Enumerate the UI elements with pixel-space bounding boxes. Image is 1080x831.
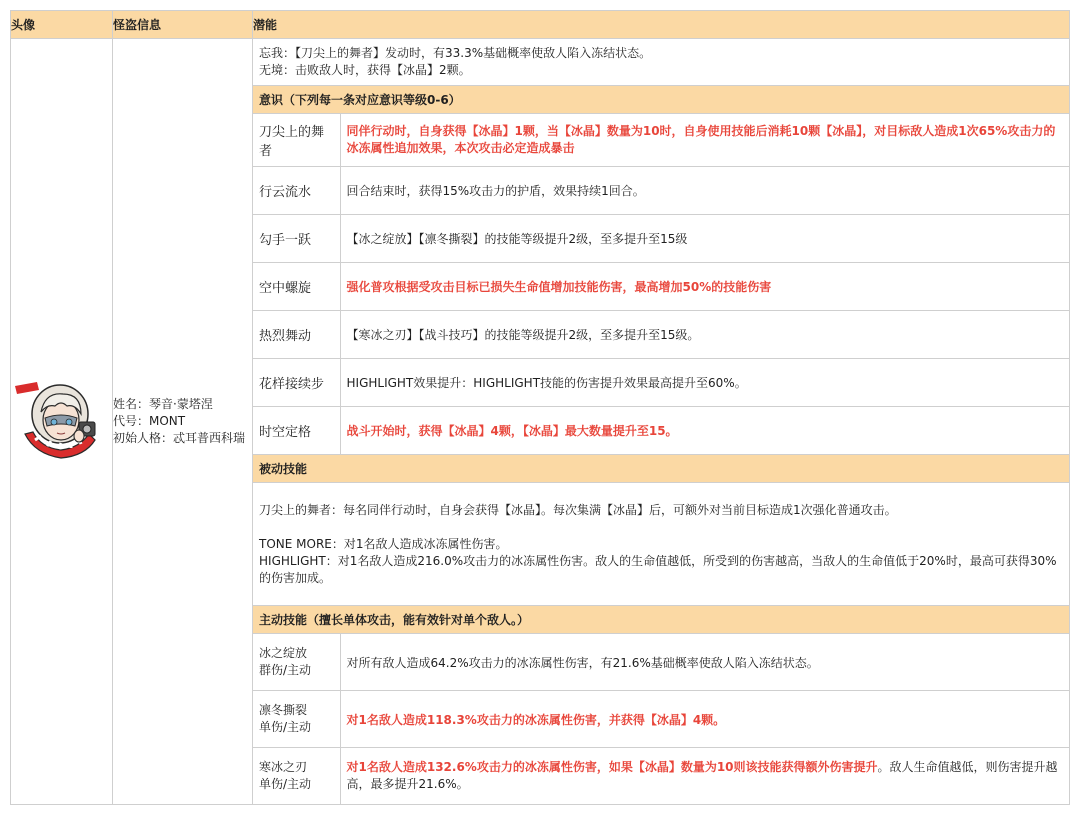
consciousness-desc: 【冰之绽放】【凛冬撕裂】的技能等级提升2级，至多提升至15级	[340, 215, 1069, 263]
avatar-cell	[11, 39, 113, 805]
consciousness-name: 时空定格	[253, 407, 340, 455]
header-avatar: 头像	[11, 11, 113, 39]
consciousness-name: 行云流水	[253, 167, 340, 215]
content-row	[11, 39, 1070, 805]
passive-line-2: TONE MORE：对1名敌人造成冰冻属性伤害。	[259, 536, 508, 551]
consciousness-row	[253, 167, 1069, 215]
consciousness-desc: 回合结束时，获得15%攻击力的护盾，效果持续1回合。	[340, 167, 1069, 215]
passive-line-3: HIGHLIGHT：对1名敌人造成216.0%攻击力的冰冻属性伤害。敌人的生命值越低，所受到的伤害越高，当敌人的生命值低于20%时，最高可获得30%的伤害加成。	[259, 553, 1057, 585]
passive-content	[253, 483, 1069, 606]
header-potential: 潜能	[253, 11, 1070, 39]
consciousness-name: 热烈舞动	[253, 311, 340, 359]
consciousness-desc: 【寒冰之刃】【战斗技巧】的技能等级提升2级，至多提升至15级。	[340, 311, 1069, 359]
active-skill-row	[253, 748, 1069, 804]
consciousness-name: 空中螺旋	[253, 263, 340, 311]
consciousness-desc: 战斗开始时，获得【冰晶】4颗，【冰晶】最大数量提升至15。	[340, 407, 1069, 455]
consciousness-desc: HIGHLIGHT效果提升：HIGHLIGHT技能的伤害提升效果最高提升至60%。	[340, 359, 1069, 407]
potential-line-1: 忘我：【刀尖上的舞者】发动时，有33.3%基础概率使敌人陷入冻结状态。	[259, 46, 652, 60]
active-skill-desc-cell	[340, 748, 1069, 804]
active-skill-desc-tail: 。敌人生命值越低，则伤害提升越高，最多提升21.6%。	[346, 759, 1058, 791]
active-skill-name-cell	[253, 634, 340, 691]
character-table	[10, 10, 1070, 805]
active-skill-row	[253, 691, 1069, 748]
active-skill-name-cell	[253, 691, 340, 748]
potential-table	[253, 39, 1069, 804]
consciousness-row	[253, 359, 1069, 407]
consciousness-row	[253, 263, 1069, 311]
active-skill-name: 凛冬撕裂	[259, 703, 308, 717]
consciousness-section-title: 意识（下列每一条对应意识等级0-6）	[253, 86, 1069, 114]
consciousness-desc: 强化普攻根据受攻击目标已损失生命值增加技能伤害，最高增加50%的技能伤害	[340, 263, 1069, 311]
avatar	[15, 378, 101, 464]
active-section-title: 主动技能（擅长单体攻击，能有效针对单个敌人。）	[253, 606, 1069, 634]
active-skill-desc: 对1名敌人造成118.3%攻击力的冰冻属性伤害，并获得【冰晶】4颗。	[340, 691, 1069, 748]
consciousness-name: 刀尖上的舞者	[253, 114, 340, 167]
consciousness-row	[253, 114, 1069, 167]
consciousness-desc: 同伴行动时，自身获得【冰晶】1颗，当【冰晶】数量为10时，自身使用技能后消耗10颗【冰晶】，对目标敌人造成1次65%攻击力的冰冻属性追加效果，本次攻击必定造成暴击	[340, 114, 1069, 167]
active-skill-name: 冰之绽放	[259, 646, 308, 660]
active-skill-desc-highlight: 对1名敌人造成132.6%攻击力的冰冻属性伤害，如果【冰晶】数量为10则该技能获得额外伤害提升	[346, 759, 878, 774]
active-skill-name: 寒冰之刃	[259, 759, 308, 774]
passive-section-title: 被动技能	[253, 455, 1069, 483]
active-skill-type: 单伤/主动	[259, 776, 312, 791]
consciousness-row	[253, 311, 1069, 359]
active-skill-name-cell	[253, 748, 340, 804]
character-name: 姓名：琴音·蒙塔涅	[113, 396, 213, 411]
potential-summary	[253, 39, 1069, 86]
passive-line-1: 刀尖上的舞者：每名同伴行动时，自身会获得【冰晶】。每次集满【冰晶】后，可额外对当前目标造成1次强化普通攻击。	[259, 502, 897, 517]
consciousness-name: 花样接续步	[253, 359, 340, 407]
character-code: 代号：MONT	[113, 413, 186, 428]
active-skill-type: 单伤/主动	[259, 720, 312, 734]
potential-cell	[253, 39, 1070, 805]
header-row	[11, 11, 1070, 39]
consciousness-row	[253, 407, 1069, 455]
consciousness-row	[253, 215, 1069, 263]
consciousness-name: 勾手一跃	[253, 215, 340, 263]
header-info: 怪盗信息	[113, 11, 253, 39]
active-skill-type: 群伤/主动	[259, 663, 312, 677]
character-portrait-icon	[15, 378, 101, 464]
active-skill-row	[253, 634, 1069, 691]
info-cell	[113, 39, 253, 805]
character-persona: 初始人格：忒耳普西科瑞	[113, 430, 246, 445]
potential-line-2: 无境：击败敌人时，获得【冰晶】2颗。	[259, 63, 471, 77]
active-skill-desc: 对所有敌人造成64.2%攻击力的冰冻属性伤害，有21.6%基础概率使敌人陷入冻结状态。	[340, 634, 1069, 691]
